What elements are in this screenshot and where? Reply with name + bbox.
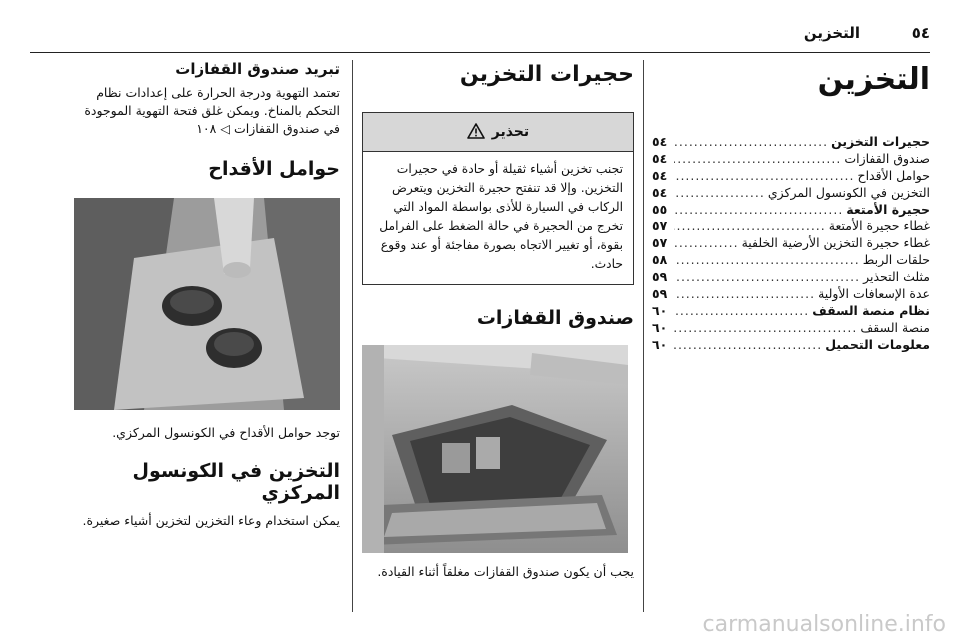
toc-item-label: غطاء حجيرة الأمتعة [828, 218, 930, 234]
toc-item[interactable] [652, 185, 930, 202]
toc-item-page: ٦٠ [652, 319, 668, 335]
table-of-contents [652, 134, 930, 354]
section-title-cooling: تبريد صندوق القفازات [175, 60, 340, 78]
toc-item[interactable] [652, 252, 930, 269]
cupholder-photo [74, 198, 340, 410]
toc-item-page: ٥٧ [652, 235, 668, 251]
toc-item-page: ٦٠ [652, 302, 668, 318]
toc-item-label: حلقات الربط [862, 252, 930, 268]
column-divider [643, 60, 644, 612]
toc-leader-dots [674, 202, 846, 219]
toc-leader-dots [674, 303, 812, 320]
toc-item-page: ٥٩ [652, 286, 668, 302]
toc-leader-dots [674, 218, 829, 235]
toc-item-label: معلومات التحميل [825, 336, 930, 352]
toc-item-label: التخزين في الكونسول المركزي [767, 184, 930, 200]
toc-item-page: ٥٨ [652, 252, 668, 268]
toc-item[interactable] [652, 134, 930, 151]
section-title-cupholders: حوامل الأقداح [208, 158, 340, 180]
toc-item-page: ٥٤ [652, 150, 668, 166]
toc-item[interactable] [652, 218, 930, 235]
toc-item-label: مثلث التحذير [863, 269, 930, 285]
glovebox-caption: يجب أن يكون صندوق القفازات مغلقاً أثناء القيادة. [377, 564, 634, 579]
cupholder-column [74, 60, 340, 530]
glovebox-photo [362, 345, 628, 553]
toc-leader-dots [674, 286, 818, 303]
toc-item[interactable] [652, 337, 930, 354]
toc-item[interactable] [652, 235, 930, 252]
toc-item-label: عدة الإسعافات الأولية [818, 286, 930, 302]
warning-label: تحذير [491, 124, 530, 140]
toc-item-page: ٥٧ [652, 218, 668, 234]
page-reference: ◁ ١٠٨ [196, 121, 230, 136]
toc-item-page: ٥٩ [652, 269, 668, 285]
toc-item-page: ٥٥ [652, 201, 668, 217]
page-header [30, 18, 930, 46]
toc-item-label: حجيرات التخزين [831, 134, 930, 149]
toc-item-label: غطاء حجيرة التخزين الأرضية الخلفية [741, 235, 930, 251]
toc-leader-dots [674, 269, 863, 286]
toc-item-page: ٦٠ [652, 336, 668, 352]
toc-item[interactable] [652, 151, 930, 168]
toc-item[interactable] [652, 202, 930, 219]
toc-item-label: نظام منصة السقف [812, 302, 930, 318]
running-title: التخزين [803, 24, 860, 42]
storage-column [362, 60, 634, 581]
warning-header [363, 113, 633, 152]
section-title-console: التخزين في الكونسول المركزي [132, 460, 340, 504]
toc-item[interactable] [652, 168, 930, 185]
column-divider [352, 60, 353, 612]
watermark: carmanualsonline.info [702, 612, 946, 637]
toc-item-label: منصة السقف [860, 319, 930, 335]
chapter-title: التخزين [817, 62, 930, 97]
toc-leader-dots [674, 185, 768, 202]
toc-leader-dots [674, 134, 831, 151]
toc-item-page: ٥٤ [652, 184, 668, 200]
toc-item[interactable] [652, 286, 930, 303]
toc-leader-dots [674, 168, 858, 185]
toc-item[interactable] [652, 320, 930, 337]
toc-item[interactable] [652, 269, 930, 286]
toc-leader-dots [674, 320, 860, 337]
toc-item-label: حوامل الأقداح [857, 167, 930, 183]
toc-column [652, 60, 930, 354]
header-rule [30, 52, 930, 53]
page-number: ٥٤ [911, 24, 930, 42]
warning-triangle-icon [467, 116, 485, 154]
toc-leader-dots [674, 337, 825, 354]
section-title-storage: حجيرات التخزين [459, 62, 634, 87]
cupholder-caption: توجد حوامل الأقداح في الكونسول المركزي. [112, 425, 340, 440]
toc-item-page: ٥٤ [652, 134, 668, 149]
warning-text: تجنب تخزين أشياء ثقيلة أو حادة في حجيرات التخزين. وإلا قد تنفتح حجيرة التخزين ويتعرض الركاب في السيارة للأذى بواسطة المواد التي تخرج من الحجيرة في حالة الضغط على الفرامل بقوة، أو تغيير الاتجاه بصورة مفاجئة أو عند وقوع حادث. [379, 162, 623, 271]
toc-item-label: صندوق القفازات [844, 150, 930, 166]
toc-item-page: ٥٤ [652, 167, 668, 183]
section-title-glovebox: صندوق القفازات [476, 307, 634, 329]
toc-leader-dots [674, 252, 863, 269]
cooling-text [74, 84, 340, 138]
console-text: يمكن استخدام وعاء التخزين لتخزين أشياء صغيرة. [82, 513, 340, 528]
toc-item[interactable] [652, 303, 930, 320]
toc-item-label: حجيرة الأمتعة [846, 201, 930, 217]
warning-box [362, 112, 634, 285]
cooling-text-body: تعتمد التهوية ودرجة الحرارة على إعدادات نظام التحكم بالمناخ. ويمكن غلق فتحة التهوية الموجودة في صندوق القفازات [84, 85, 340, 136]
toc-leader-dots [674, 235, 742, 252]
toc-leader-dots [674, 151, 844, 168]
